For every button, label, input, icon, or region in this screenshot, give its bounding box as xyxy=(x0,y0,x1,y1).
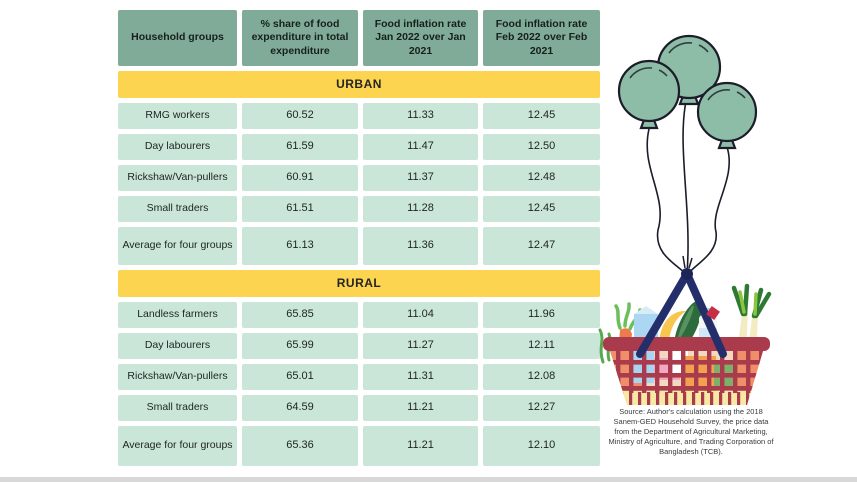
row-jan: 11.33 xyxy=(363,103,478,129)
row-share: 61.59 xyxy=(242,134,358,160)
header-share-expenditure: % share of food expenditure in total expenditure xyxy=(242,10,358,66)
table-row xyxy=(118,196,600,222)
row-group: Day labourers xyxy=(118,134,237,160)
row-group: Rickshaw/Van-pullers xyxy=(118,165,237,191)
row-jan: 11.37 xyxy=(363,165,478,191)
row-feb: 12.10 xyxy=(483,426,600,466)
table-header-row xyxy=(118,10,600,66)
row-share: 60.91 xyxy=(242,165,358,191)
row-feb: 12.48 xyxy=(483,165,600,191)
table-row xyxy=(118,134,600,160)
row-feb: 11.96 xyxy=(483,302,600,328)
row-feb: 12.11 xyxy=(483,333,600,359)
source-note: Source: Author's calculation using the 2018 Sanem-GED Household Survey, the price data from the Department of Agricultural Marketing, Ministry of Agriculture, and Trading Corporation of Bangladesh (TCB). xyxy=(608,407,774,456)
row-feb: 12.45 xyxy=(483,196,600,222)
table-row xyxy=(118,395,600,421)
bottom-border-strip xyxy=(0,477,857,482)
row-group: Rickshaw/Van-pullers xyxy=(118,364,237,390)
row-share: 65.85 xyxy=(242,302,358,328)
row-feb: 12.50 xyxy=(483,134,600,160)
balloon-left-icon xyxy=(619,61,679,128)
row-jan: 11.27 xyxy=(363,333,478,359)
row-group: Day labourers xyxy=(118,333,237,359)
section-band-rural xyxy=(118,270,600,297)
data-table xyxy=(118,10,600,466)
header-inflation-feb: Food inflation rate Feb 2022 over Feb 2021 xyxy=(483,10,600,66)
table-row-average xyxy=(118,426,600,466)
table-row xyxy=(118,333,600,359)
table-row xyxy=(118,302,600,328)
balloons-basket-illustration xyxy=(596,8,857,408)
row-jan: 11.31 xyxy=(363,364,478,390)
table-row-average xyxy=(118,227,600,265)
row-jan: 11.21 xyxy=(363,426,478,466)
header-inflation-jan: Food inflation rate Jan 2022 over Jan 2021 xyxy=(363,10,478,66)
row-jan: 11.21 xyxy=(363,395,478,421)
balloons-icon xyxy=(619,36,756,148)
row-jan: 11.47 xyxy=(363,134,478,160)
row-share: 60.52 xyxy=(242,103,358,129)
row-group: Average for four groups xyxy=(118,227,237,265)
row-share: 65.99 xyxy=(242,333,358,359)
row-feb: 12.45 xyxy=(483,103,600,129)
row-jan: 11.36 xyxy=(363,227,478,265)
table-row xyxy=(118,364,600,390)
row-share: 61.51 xyxy=(242,196,358,222)
section-label-rural: RURAL xyxy=(118,270,600,297)
row-share: 65.36 xyxy=(242,426,358,466)
row-jan: 11.04 xyxy=(363,302,478,328)
basket-rim xyxy=(603,337,770,351)
table-row xyxy=(118,165,600,191)
grocery-basket-icon xyxy=(603,337,770,407)
row-feb: 12.08 xyxy=(483,364,600,390)
row-group: Small traders xyxy=(118,196,237,222)
row-feb: 12.47 xyxy=(483,227,600,265)
row-share: 65.01 xyxy=(242,364,358,390)
row-group: Small traders xyxy=(118,395,237,421)
row-feb: 12.27 xyxy=(483,395,600,421)
section-label-urban: URBAN xyxy=(118,71,600,98)
section-band-urban xyxy=(118,71,600,98)
row-group: RMG workers xyxy=(118,103,237,129)
row-share: 64.59 xyxy=(242,395,358,421)
table-row xyxy=(118,103,600,129)
header-household-groups: Household groups xyxy=(118,10,237,66)
row-share: 61.13 xyxy=(242,227,358,265)
row-group: Average for four groups xyxy=(118,426,237,466)
row-group: Landless farmers xyxy=(118,302,237,328)
row-jan: 11.28 xyxy=(363,196,478,222)
balloon-right-icon xyxy=(698,83,756,148)
